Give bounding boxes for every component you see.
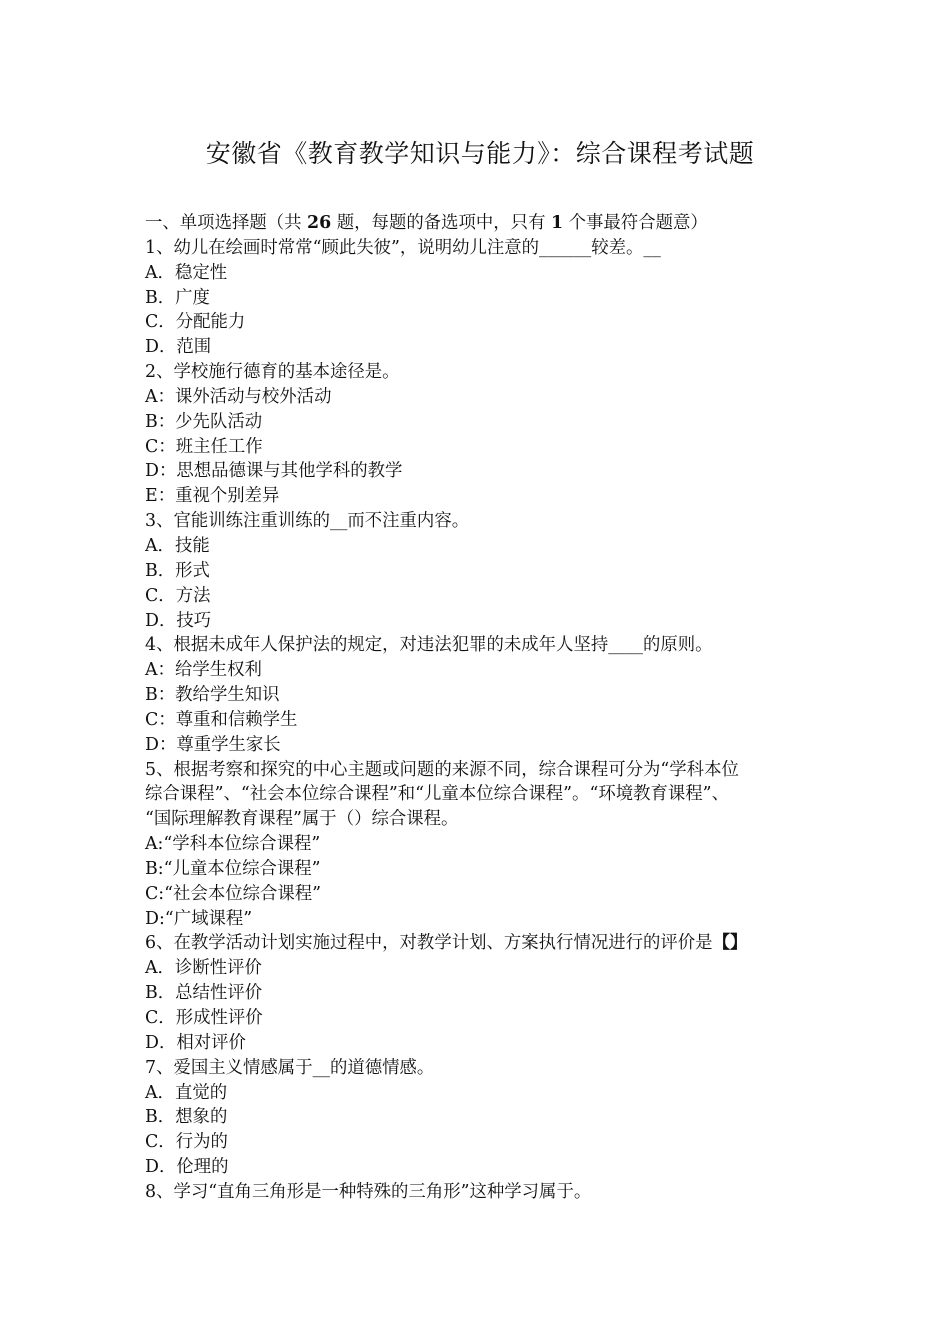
question-3-stem: 3、官能训练注重训练的__而不注重内容。 (145, 511, 470, 532)
option: A．稳定性 (145, 262, 228, 283)
option: D：尊重学生家长 (145, 734, 281, 755)
option: B．形式 (145, 560, 210, 581)
option: C：尊重和信赖学生 (145, 709, 298, 730)
option: C．分配能力 (145, 312, 246, 333)
option: C．方法 (145, 585, 211, 606)
option: B．广度 (145, 287, 210, 308)
option: B．想象的 (145, 1107, 228, 1128)
question-2-stem: 2、学校施行德育的基本途径是。 (145, 362, 400, 383)
option: B．总结性评价 (145, 983, 263, 1004)
question-5-stem-line-2: 综合课程”、“社会本位综合课程”和“儿童本位综合课程”。“环境教育课程”、 (145, 784, 729, 805)
option: E：重视个别差异 (145, 486, 280, 507)
option: A：给学生权利 (145, 660, 262, 681)
question-8-stem: 8、学习“直角三角形是一种特殊的三角形”这种学习属于。 (145, 1181, 592, 1202)
question-5-stem-line-3: “国际理解教育课程”属于（）综合课程。 (145, 809, 459, 830)
section-heading: 一、单项选择题（共 26 题，每题的备选项中，只有 1 个事最符合题意） (145, 213, 708, 233)
option: D．技巧 (145, 610, 212, 631)
document-title: 安徽省《教育教学知识与能力》：综合课程考试题 (205, 139, 755, 168)
option: D．伦理的 (145, 1157, 229, 1178)
option: C．形成性评价 (145, 1008, 263, 1028)
question-7-stem: 7、爱国主义情感属于__的道德情感。 (145, 1057, 435, 1078)
question-1-stem: 1、幼儿在绘画时常常“顾此失彼”，说明幼儿注意的______较差。__ (145, 237, 661, 258)
option: D:“广域课程” (145, 908, 253, 929)
option: C．行为的 (145, 1132, 228, 1153)
option: A．直觉的 (145, 1082, 228, 1103)
question-6-stem: 6、在教学活动计划实施过程中，对教学计划、方案执行情况进行的评价是【】 (145, 933, 748, 954)
option: D：思想品德课与其他学科的教学 (145, 461, 403, 482)
option: A：课外活动与校外活动 (145, 386, 332, 407)
question-count: 26 (307, 213, 332, 233)
option: B：少先队活动 (145, 411, 263, 432)
option: A．技能 (145, 535, 210, 556)
correct-count: 1 (551, 213, 564, 233)
option: D．范围 (145, 337, 212, 358)
option: C:“社会本位综合课程” (145, 883, 322, 904)
option: D．相对评价 (145, 1032, 246, 1053)
option: B：教给学生知识 (145, 685, 280, 706)
question-4-stem: 4、根据未成年人保护法的规定，对违法犯罪的未成年人坚持____的原则。 (145, 635, 713, 656)
question-list (145, 211, 810, 1205)
option: B:“儿童本位综合课程” (145, 858, 321, 879)
question-5-stem-line-1: 5、根据考察和探究的中心主题或问题的来源不同，综合课程可分为“学科本位 (145, 759, 739, 780)
option: A:“学科本位综合课程” (145, 834, 321, 855)
option: C：班主任工作 (145, 436, 263, 457)
answer-bracket: 【】 (712, 933, 748, 954)
option: A．诊断性评价 (145, 958, 262, 979)
